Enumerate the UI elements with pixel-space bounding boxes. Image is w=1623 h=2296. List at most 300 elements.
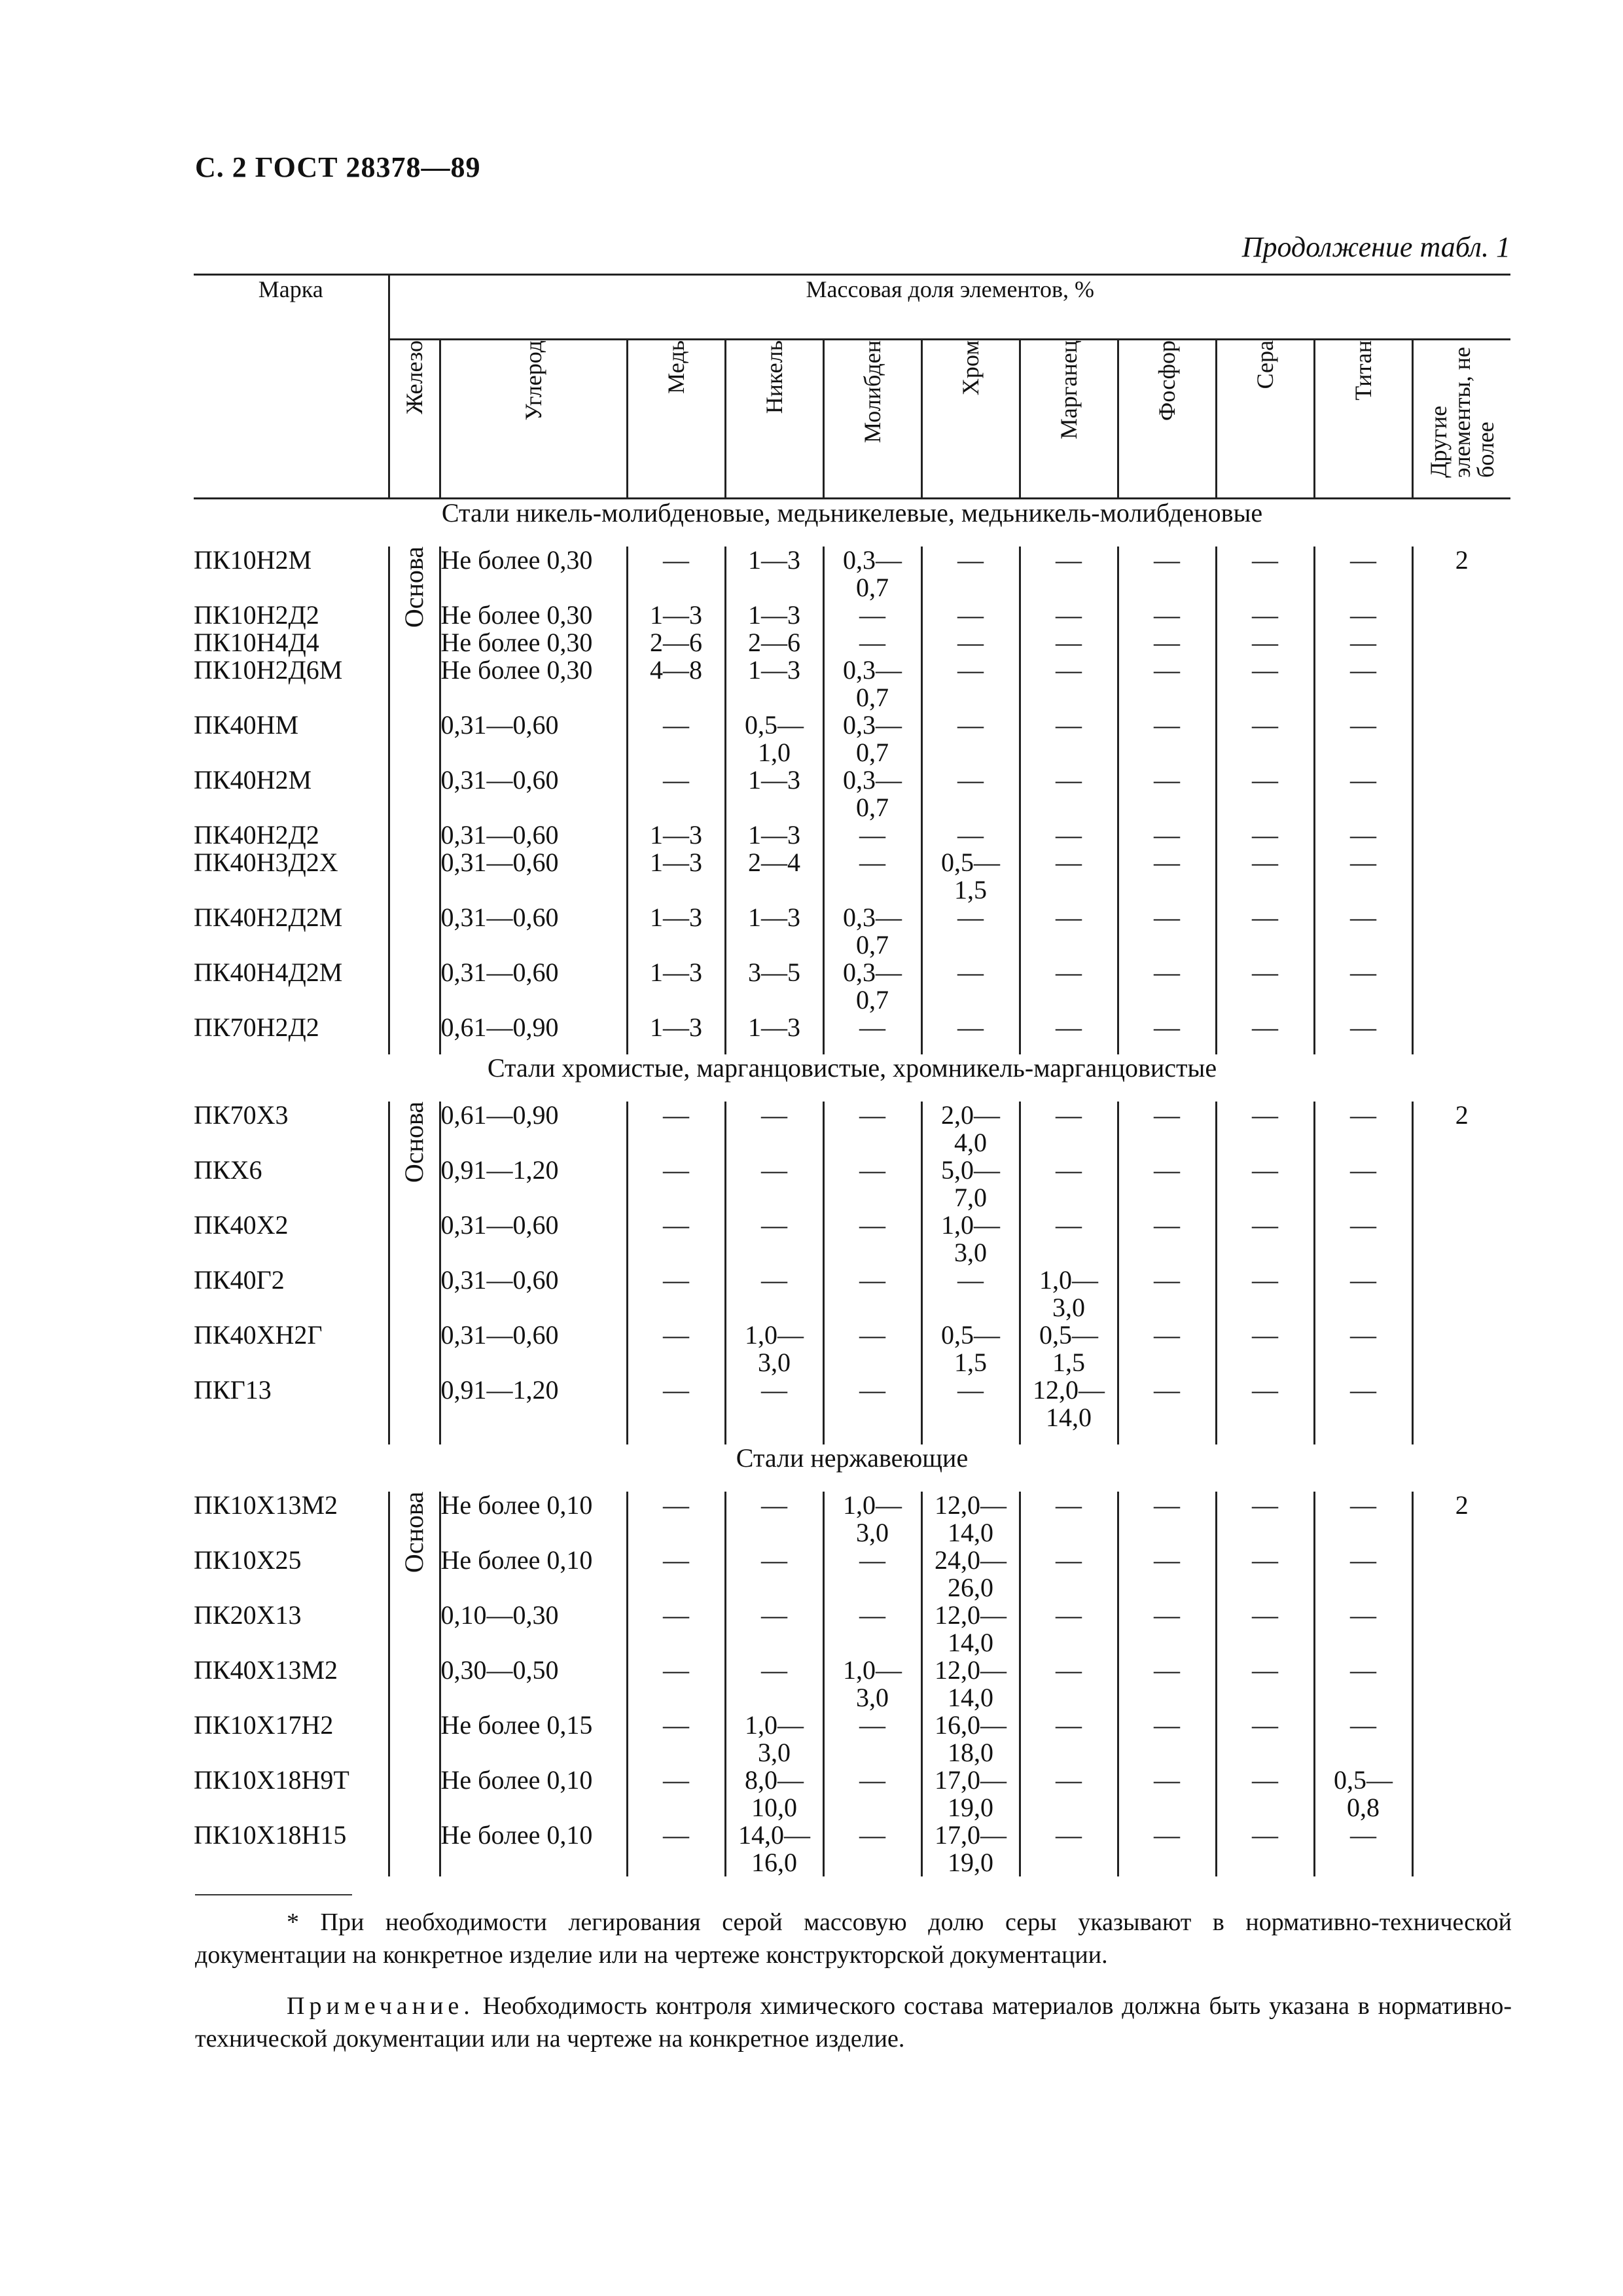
table-cell: — <box>921 1376 1020 1444</box>
cell-value-line: 0,7 <box>856 985 889 1014</box>
steel-mark: ПК40Г2 <box>194 1266 389 1321</box>
steel-mark: ПК10Н2М <box>194 547 389 601</box>
table-cell: — <box>823 1602 921 1657</box>
table-cell: — <box>627 1492 725 1547</box>
table-cell: — <box>823 1547 921 1602</box>
table-cell: — <box>1216 1211 1314 1266</box>
steel-mark: ПК40Н2Д2 <box>194 821 389 849</box>
note-label: Примечание. <box>287 1992 474 2020</box>
table-cell <box>823 711 921 766</box>
table-cell: — <box>1118 601 1216 629</box>
cell-value-line: 0,3— <box>843 655 902 685</box>
table-cell: — <box>1118 1547 1216 1602</box>
cell-value-line: 17,0— <box>935 1820 1007 1850</box>
table-cell: — <box>1118 547 1216 601</box>
table-cell: — <box>1118 1602 1216 1657</box>
table-cell: — <box>1216 821 1314 849</box>
table-cell: — <box>1216 1657 1314 1712</box>
steel-mark: ПК70Х3 <box>194 1102 389 1157</box>
cell-value-line: 19,0 <box>948 1793 993 1822</box>
cell-value-line: 16,0— <box>935 1710 1007 1740</box>
column-header-label: Марганец <box>1056 340 1082 440</box>
table-cell: — <box>1118 1657 1216 1712</box>
table-cell: Не более 0,10 <box>440 1821 627 1876</box>
steel-mark: ПК10Х18Н9Т <box>194 1767 389 1821</box>
cell-value-line: 5,0— <box>941 1155 1000 1185</box>
table-cell: Не более 0,10 <box>440 1767 627 1821</box>
table-cell <box>921 1157 1020 1211</box>
cell-value-line: 18,0 <box>948 1738 993 1767</box>
table-cell: — <box>1314 629 1412 656</box>
table-cell: — <box>1118 711 1216 766</box>
table-cell: — <box>1020 1657 1118 1712</box>
table-cell: — <box>1314 1157 1412 1211</box>
table-cell: — <box>1314 1102 1412 1157</box>
table-cell <box>823 547 921 601</box>
column-header <box>1020 340 1118 499</box>
cell-value-line: 3,0 <box>856 1683 889 1712</box>
column-header-label: Медь <box>663 340 689 394</box>
table-cell: — <box>1216 1492 1314 1547</box>
cell-value-line: 4,0 <box>954 1128 987 1157</box>
table-cell <box>1020 1266 1118 1321</box>
table-cell: — <box>1216 1014 1314 1054</box>
table-cell: — <box>1216 1767 1314 1821</box>
table-cell: — <box>1118 1821 1216 1876</box>
cell-value-line: 0,3— <box>843 765 902 795</box>
table-cell: — <box>921 656 1020 711</box>
cell-value-line: 3,0 <box>758 1348 791 1377</box>
table-cell: — <box>1314 1821 1412 1876</box>
cell-value-line: 19,0 <box>948 1848 993 1877</box>
table-cell <box>823 766 921 821</box>
table-cell: — <box>1020 849 1118 904</box>
table-cell: 1—3 <box>725 547 823 601</box>
cell-value-line: 14,0 <box>1046 1403 1092 1432</box>
table-cell: 1—3 <box>627 849 725 904</box>
table-cell: — <box>1118 1767 1216 1821</box>
table-cell: 1—3 <box>725 1014 823 1054</box>
cell-value-line: 0,5— <box>941 1320 1000 1350</box>
table-cell: — <box>823 1767 921 1821</box>
table-cell: — <box>725 1376 823 1444</box>
table-cell: — <box>823 1266 921 1321</box>
table-cell: — <box>1216 1821 1314 1876</box>
table-cell: — <box>627 766 725 821</box>
column-header-label: Железо <box>401 340 427 414</box>
table-cell: — <box>1020 1602 1118 1657</box>
cell-value-line: 16,0 <box>751 1848 797 1877</box>
cell-value-line: 1,0— <box>745 1710 804 1740</box>
steel-mark: ПК20Х13 <box>194 1602 389 1657</box>
table-cell: — <box>1118 821 1216 849</box>
column-header <box>440 340 627 499</box>
column-header-mark: Марка <box>194 275 389 499</box>
table-cell: — <box>725 1602 823 1657</box>
column-header <box>725 340 823 499</box>
table-cell: — <box>1020 1767 1118 1821</box>
table-cell: — <box>1314 547 1412 601</box>
table-cell: 0,91—1,20 <box>440 1157 627 1211</box>
steel-mark: ПК40ХН2Г <box>194 1321 389 1376</box>
table-cell: 3—5 <box>725 959 823 1014</box>
iron-base-cell <box>389 1102 440 1444</box>
steel-mark: ПК40Н2Д2М <box>194 904 389 959</box>
table-cell: 0,61—0,90 <box>440 1102 627 1157</box>
cell-value-line: 3,0 <box>1052 1293 1085 1322</box>
table-cell: — <box>1020 1821 1118 1876</box>
table-cell: 0,31—0,60 <box>440 711 627 766</box>
cell-value-line: 1,5 <box>954 875 987 905</box>
table-cell: — <box>627 1657 725 1712</box>
table-cell: — <box>725 1211 823 1266</box>
table-cell: — <box>1216 656 1314 711</box>
table-cell: 2—6 <box>627 629 725 656</box>
table-row <box>194 1492 1510 1547</box>
table-cell: — <box>725 1657 823 1712</box>
table-cell: — <box>1314 1321 1412 1376</box>
table-cell: — <box>1314 711 1412 766</box>
cell-value-line: 0,7 <box>856 573 889 602</box>
table-cell <box>725 1821 823 1876</box>
cell-value-line: 26,0 <box>948 1573 993 1602</box>
table-cell: 0,31—0,60 <box>440 904 627 959</box>
table-cell: 0,30—0,50 <box>440 1657 627 1712</box>
table-cell: — <box>1118 1266 1216 1321</box>
table-cell <box>921 849 1020 904</box>
table-cell: — <box>921 821 1020 849</box>
column-header-label: Титан <box>1350 340 1376 401</box>
table-cell: — <box>627 1376 725 1444</box>
table-cell: — <box>1216 849 1314 904</box>
table-cell: — <box>1118 904 1216 959</box>
cell-value-line: 1,0— <box>1039 1265 1098 1295</box>
table-cell: — <box>1314 959 1412 1014</box>
table-cell: — <box>725 1266 823 1321</box>
table-cell <box>1020 1321 1118 1376</box>
table-cell: — <box>1020 1492 1118 1547</box>
cell-value-line: 0,5— <box>941 848 1000 877</box>
table-cell: 1—3 <box>627 959 725 1014</box>
cell-value-line: 14,0 <box>948 1683 993 1712</box>
cell-value-line: 1,0— <box>941 1210 1000 1240</box>
cell-value-line: 1,0— <box>843 1655 902 1685</box>
table-cell: — <box>921 1014 1020 1054</box>
other-elements-cell: 2 <box>1455 1100 1469 1130</box>
table-cell: — <box>1118 1321 1216 1376</box>
table-cell <box>823 656 921 711</box>
table-cell <box>725 1321 823 1376</box>
table-cell: — <box>1216 1712 1314 1767</box>
table-cell <box>725 1767 823 1821</box>
table-cell: — <box>627 1547 725 1602</box>
steel-mark: ПК10Х25 <box>194 1547 389 1602</box>
cell-value-line: 14,0 <box>948 1518 993 1547</box>
column-header-label: Фосфор <box>1154 340 1180 422</box>
cell-value-line: 12,0— <box>935 1600 1007 1630</box>
table-cell: — <box>627 1712 725 1767</box>
table-cell: — <box>921 629 1020 656</box>
table-cell: — <box>921 959 1020 1014</box>
table-cell <box>725 711 823 766</box>
table-cell: — <box>823 601 921 629</box>
cell-value-line: 0,7 <box>856 930 889 960</box>
cell-value-line: 12,0— <box>935 1655 1007 1685</box>
footnote-rule <box>195 1894 352 1895</box>
cell-value-line: 0,5— <box>1334 1765 1393 1795</box>
table-cell: — <box>1020 959 1118 1014</box>
table-cell: 1—3 <box>725 601 823 629</box>
table-cell: — <box>921 601 1020 629</box>
cell-value-line: 0,3— <box>843 710 902 740</box>
column-header-label: Сера <box>1252 340 1278 389</box>
table-cell <box>1314 1767 1412 1821</box>
table-cell: — <box>1314 1211 1412 1266</box>
table-cell: — <box>1314 1602 1412 1657</box>
table-note <box>195 1990 1512 2055</box>
cell-value-line: 1,0 <box>758 738 791 767</box>
steel-mark: ПК10Х13М2 <box>194 1492 389 1547</box>
column-header <box>921 340 1020 499</box>
steel-mark: ПКХ6 <box>194 1157 389 1211</box>
cell-value-line: 3,0 <box>758 1738 791 1767</box>
table-cell <box>921 1712 1020 1767</box>
table-cell: — <box>1314 904 1412 959</box>
table-cell: — <box>627 1266 725 1321</box>
table-cell: — <box>725 1492 823 1547</box>
table-cell: — <box>1118 766 1216 821</box>
table-cell: — <box>1020 711 1118 766</box>
cell-value-line: 0,5— <box>1039 1320 1098 1350</box>
table-cell: — <box>921 766 1020 821</box>
steel-mark: ПК40Н3Д2Х <box>194 849 389 904</box>
section-title: Стали хромистые, марганцовистые, хромникель-марганцовистые <box>487 1053 1217 1083</box>
table-cell: — <box>627 1211 725 1266</box>
table-cell: 2—4 <box>725 849 823 904</box>
cell-value-line: 17,0— <box>935 1765 1007 1795</box>
other-elements-cell: 2 <box>1455 545 1469 575</box>
table-cell: 1—3 <box>725 766 823 821</box>
table-cell: — <box>1020 904 1118 959</box>
cell-value-line: 0,3— <box>843 903 902 932</box>
table-cell: — <box>1314 821 1412 849</box>
table-cell: 0,31—0,60 <box>440 821 627 849</box>
table-cell: — <box>823 1014 921 1054</box>
cell-value-line: 0,7 <box>856 738 889 767</box>
table-cell: — <box>1216 547 1314 601</box>
cell-value-line: 8,0— <box>745 1765 804 1795</box>
steel-mark: ПК70Н2Д2 <box>194 1014 389 1054</box>
table-cell: — <box>1020 1712 1118 1767</box>
cell-value-line: 0,3— <box>843 958 902 987</box>
composition-table <box>194 274 1510 1876</box>
cell-value-line: 0,5— <box>745 710 804 740</box>
table-cell: 1—3 <box>725 656 823 711</box>
table-cell: — <box>1314 1547 1412 1602</box>
table-cell: — <box>1216 1321 1314 1376</box>
table-cell: — <box>823 1321 921 1376</box>
table-cell: — <box>627 711 725 766</box>
footnote: * При необходимости легирования серой массовую долю серы указывают в нормативно-технической документации на конкретное изделие или на чертеже конструкторской документации. <box>195 1909 1512 1969</box>
steel-mark: ПК40НМ <box>194 711 389 766</box>
table-cell: — <box>1314 601 1412 629</box>
table-cell: Не более 0,30 <box>440 656 627 711</box>
table-cell <box>823 1657 921 1712</box>
column-header <box>1216 340 1314 499</box>
table-cell <box>921 1102 1020 1157</box>
table-cell: 1—3 <box>627 821 725 849</box>
cell-value-line: 1,5 <box>1052 1348 1085 1377</box>
cell-value-line: 2,0— <box>941 1100 1000 1130</box>
table-cell: — <box>823 1712 921 1767</box>
table-cell: — <box>1118 629 1216 656</box>
table-cell: 0,31—0,60 <box>440 766 627 821</box>
table-cell: 4—8 <box>627 656 725 711</box>
table-cell: 1—3 <box>725 821 823 849</box>
steel-mark: ПК40Х13М2 <box>194 1657 389 1712</box>
table-cell <box>725 1712 823 1767</box>
table-cell: 0,31—0,60 <box>440 1211 627 1266</box>
column-header <box>823 340 921 499</box>
cell-value-line: 0,7 <box>856 793 889 822</box>
table-cell: — <box>921 547 1020 601</box>
table-cell: — <box>627 1157 725 1211</box>
table-row <box>194 547 1510 601</box>
table-cell: — <box>1020 601 1118 629</box>
column-group-header: Массовая доля элементов, % <box>389 275 1510 340</box>
steel-mark: ПК40Х2 <box>194 1211 389 1266</box>
table-cell: — <box>1118 1157 1216 1211</box>
table-cell <box>921 1767 1020 1821</box>
table-cell: — <box>1314 1014 1412 1054</box>
table-cell: — <box>1020 1102 1118 1157</box>
cell-value-line: 0,7 <box>856 683 889 712</box>
table-cell: — <box>1020 1547 1118 1602</box>
steel-mark: ПК10Н4Д4 <box>194 629 389 656</box>
table-cell: 0,31—0,60 <box>440 849 627 904</box>
table-cell: — <box>627 1102 725 1157</box>
table-row <box>194 1102 1510 1157</box>
cell-value-line: 10,0 <box>751 1793 797 1822</box>
column-header <box>1118 340 1216 499</box>
table-cell <box>921 1657 1020 1712</box>
table-cell <box>921 1492 1020 1547</box>
table-cell: — <box>1118 1211 1216 1266</box>
table-cell: — <box>1216 1102 1314 1157</box>
cell-value-line: 7,0 <box>954 1183 987 1212</box>
table-cell: — <box>1314 1492 1412 1547</box>
table-cell: — <box>1314 849 1412 904</box>
steel-mark: ПК40Н2М <box>194 766 389 821</box>
table-cell: — <box>823 821 921 849</box>
cell-value-line: 1,5 <box>954 1348 987 1377</box>
cell-value-line: 0,8 <box>1347 1793 1380 1822</box>
other-elements-cell: 2 <box>1455 1490 1469 1520</box>
table-cell: Не более 0,30 <box>440 547 627 601</box>
steel-mark: ПК40Н4Д2М <box>194 959 389 1014</box>
table-cell: — <box>1314 1657 1412 1712</box>
steel-mark: ПК10Х18Н15 <box>194 1821 389 1876</box>
table-cell: — <box>1216 1602 1314 1657</box>
column-header-label: Хром <box>957 340 984 396</box>
table-cell: — <box>823 1376 921 1444</box>
table-cell: Не более 0,30 <box>440 629 627 656</box>
table-cell: — <box>1020 1211 1118 1266</box>
table-cell: Не более 0,15 <box>440 1712 627 1767</box>
column-header-label: Молибден <box>859 340 885 443</box>
column-header-label: Углерод <box>520 340 546 421</box>
table-cell: — <box>921 1266 1020 1321</box>
table-cell: — <box>627 1767 725 1821</box>
table-cell <box>921 1211 1020 1266</box>
table-cell <box>921 1321 1020 1376</box>
iron-base-label: Основа <box>399 547 429 628</box>
table-cell: — <box>725 1547 823 1602</box>
steel-mark: ПКГ13 <box>194 1376 389 1444</box>
table-cell: — <box>1216 601 1314 629</box>
table-cell: — <box>1020 629 1118 656</box>
table-cell: — <box>1118 1492 1216 1547</box>
table-cell <box>823 904 921 959</box>
table-continuation-label: Продолжение табл. 1 <box>1241 231 1510 263</box>
cell-value-line: 14,0 <box>948 1628 993 1657</box>
column-header <box>1412 340 1510 499</box>
table-cell: — <box>1216 1266 1314 1321</box>
table-cell: — <box>1020 1014 1118 1054</box>
table-cell <box>921 1821 1020 1876</box>
cell-value-line: 0,3— <box>843 545 902 575</box>
table-cell: — <box>627 1321 725 1376</box>
table-cell: — <box>1118 656 1216 711</box>
iron-base-cell <box>389 1492 440 1876</box>
table-cell: — <box>1020 766 1118 821</box>
table-cell: — <box>1314 656 1412 711</box>
table-cell: — <box>1216 1547 1314 1602</box>
table-cell: Не более 0,10 <box>440 1492 627 1547</box>
table-cell: — <box>921 904 1020 959</box>
cell-value-line: 12,0— <box>935 1490 1007 1520</box>
table-cell: — <box>1216 1376 1314 1444</box>
cell-value-line: 3,0 <box>954 1238 987 1267</box>
table-cell: — <box>1118 1014 1216 1054</box>
table-cell: — <box>1216 629 1314 656</box>
table-cell: — <box>1020 821 1118 849</box>
cell-value-line: 3,0 <box>856 1518 889 1547</box>
table-cell: — <box>823 1821 921 1876</box>
cell-value-line: 1,0— <box>745 1320 804 1350</box>
table-cell: 0,31—0,60 <box>440 1266 627 1321</box>
table-cell: — <box>1314 1376 1412 1444</box>
table-cell <box>823 1492 921 1547</box>
table-cell: — <box>823 1102 921 1157</box>
table-cell <box>921 1602 1020 1657</box>
page-header: С. 2 ГОСТ 28378—89 <box>195 151 481 183</box>
table-cell <box>1020 1376 1118 1444</box>
table-cell: 0,61—0,90 <box>440 1014 627 1054</box>
table-cell: Не более 0,30 <box>440 601 627 629</box>
cell-value-line: 1,0— <box>843 1490 902 1520</box>
table-cell: 1—3 <box>627 1014 725 1054</box>
table-cell: — <box>725 1102 823 1157</box>
note-text: Необходимость контроля химического состава материалов должна быть указана в нормативно-технической документации или на чертеже на конкретное изделие. <box>195 1992 1512 2053</box>
table-cell: 0,31—0,60 <box>440 959 627 1014</box>
table-cell: 2—6 <box>725 629 823 656</box>
table-cell: — <box>1314 1266 1412 1321</box>
cell-value-line: 14,0— <box>738 1820 810 1850</box>
table-cell: 0,91—1,20 <box>440 1376 627 1444</box>
column-header-label: Другие элементы, не более <box>1425 347 1499 478</box>
table-cell: — <box>1118 1712 1216 1767</box>
